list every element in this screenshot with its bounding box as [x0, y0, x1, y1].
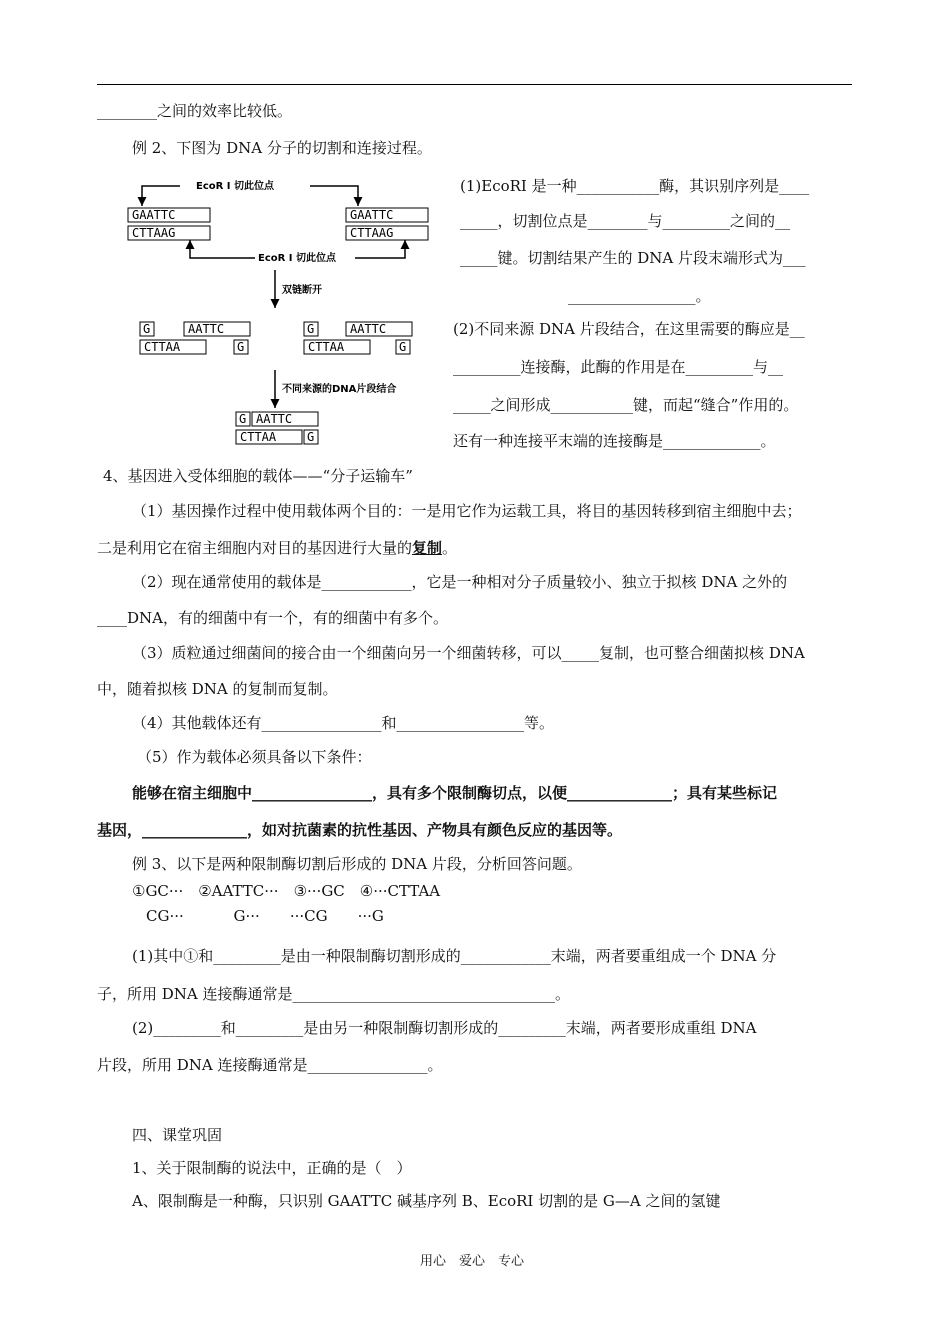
svg-text:G: G — [143, 322, 151, 336]
figure-label: 双链断开 — [282, 285, 322, 296]
svg-text:G: G — [307, 430, 315, 444]
paragraph-line: 中，随着拟核 DNA 的复制而复制。 — [97, 680, 338, 698]
svg-text:CTTAA: CTTAA — [240, 430, 277, 444]
svg-text:AATTC: AATTC — [350, 322, 387, 336]
question-line: (2)_________和_________是由另一种限制酶切割形成的_________末端，两者要形成重组 DNA — [132, 1019, 757, 1037]
question-line: (1)其中①和_________是由一种限制酶切割形成的____________末端，两者要重组成一个 DNA 分 — [132, 947, 777, 965]
svg-text:AATTC: AATTC — [188, 322, 225, 336]
paragraph-line: （4）其他载体还有________________和_________________等。 — [132, 714, 555, 732]
bold-line: 能够在宿主细胞中________________，具有多个限制酶切点，以便______________；具有某些标记 — [132, 784, 778, 802]
question-line: 还有一种连接平末端的连接酶是_____________。 — [453, 432, 776, 450]
question-line: 子，所用 DNA 连接酶通常是___________________________________。 — [97, 985, 571, 1003]
question-line: _________________。 — [568, 287, 711, 305]
figure-label: 不同来源的DNA片段结合 — [282, 384, 397, 395]
question-line: 片段，所用 DNA 连接酶通常是________________。 — [97, 1056, 443, 1074]
paragraph-line: ____DNA，有的细菌中有一个，有的细菌中有多个。 — [97, 609, 448, 627]
header-rule — [97, 84, 852, 85]
svg-text:G: G — [239, 412, 247, 426]
paragraph-line: （2）现在通常使用的载体是____________，它是一种相对分子质量较小、独立于拟核 DNA 之外的 — [132, 573, 788, 591]
seq-text: CTTAAG — [132, 226, 176, 240]
fragment-row: ①GC··· ②AATTC··· ③···GC ④···CTTAA — [132, 882, 441, 900]
example-2-title: 例 2、下图为 DNA 分子的切割和连接过程。 — [132, 139, 432, 157]
figure-label: EcoR Ⅰ 切此位点 — [196, 181, 275, 192]
question-line: _________连接酶，此酶的作用是在_________与__ — [453, 358, 784, 376]
svg-text:AATTC: AATTC — [256, 412, 293, 426]
seq-text: GAATTC — [132, 208, 176, 222]
example-3-title: 例 3、以下是两种限制酶切割后形成的 DNA 片段，分析回答问题。 — [132, 855, 582, 873]
fragment-row: CG··· G··· ···CG ···G — [146, 907, 384, 925]
paragraph-line: 二是利用它在宿主细胞内对目的基因进行大量的复制。 — [97, 539, 458, 557]
question-line: _____，切割位点是________与_________之间的__ — [460, 212, 791, 230]
svg-text:G: G — [237, 340, 245, 354]
question-line: (1)EcoRI 是一种___________酶，其识别序列是____ — [460, 177, 810, 195]
bold-line: 基因，______________，如对抗菌素的抗性基因、产物具有颜色反应的基因等。 — [97, 821, 623, 839]
svg-text:CTTAA: CTTAA — [144, 340, 181, 354]
figure-label: EcoR Ⅰ 切此位点 — [258, 253, 337, 264]
section-4-title: 4、基因进入受体细胞的载体——“分子运输车” — [103, 467, 413, 485]
seq-text: GAATTC — [350, 208, 394, 222]
dna-cut-ligation-figure — [120, 170, 450, 450]
svg-text:G: G — [399, 340, 407, 354]
section-title: 四、课堂巩固 — [132, 1126, 223, 1144]
question-line: 1、关于限制酶的说法中，正确的是（ ） — [132, 1159, 412, 1177]
svg-text:CTTAA: CTTAA — [308, 340, 345, 354]
text-line: ________之间的效率比较低。 — [97, 102, 293, 120]
footer: 用心 爱心 专心 — [420, 1254, 525, 1269]
paragraph-line: （1）基因操作过程中使用载体两个目的：一是用它作为运载工具，将目的基因转移到宿主细胞中去； — [132, 502, 802, 520]
option-line: A、限制酶是一种酶，只识别 GAATTC 碱基序列 B、EcoRI 切割的是 G—A 之间的氢键 — [132, 1192, 721, 1210]
question-line: _____键。切割结果产生的 DNA 片段末端形式为___ — [460, 249, 806, 267]
question-line: _____之间形成___________键，而起“缝合”作用的。 — [453, 396, 799, 414]
question-line: (2)不同来源 DNA 片段结合，在这里需要的酶应是__ — [453, 320, 805, 338]
paragraph-line: （3）质粒通过细菌间的接合由一个细菌向另一个细菌转移，可以_____复制，也可整合细菌拟核 DNA — [132, 644, 805, 662]
svg-text:G: G — [307, 322, 315, 336]
seq-text: CTTAAG — [350, 226, 394, 240]
paragraph-line: （5）作为载体必须具备以下条件： — [137, 748, 372, 766]
